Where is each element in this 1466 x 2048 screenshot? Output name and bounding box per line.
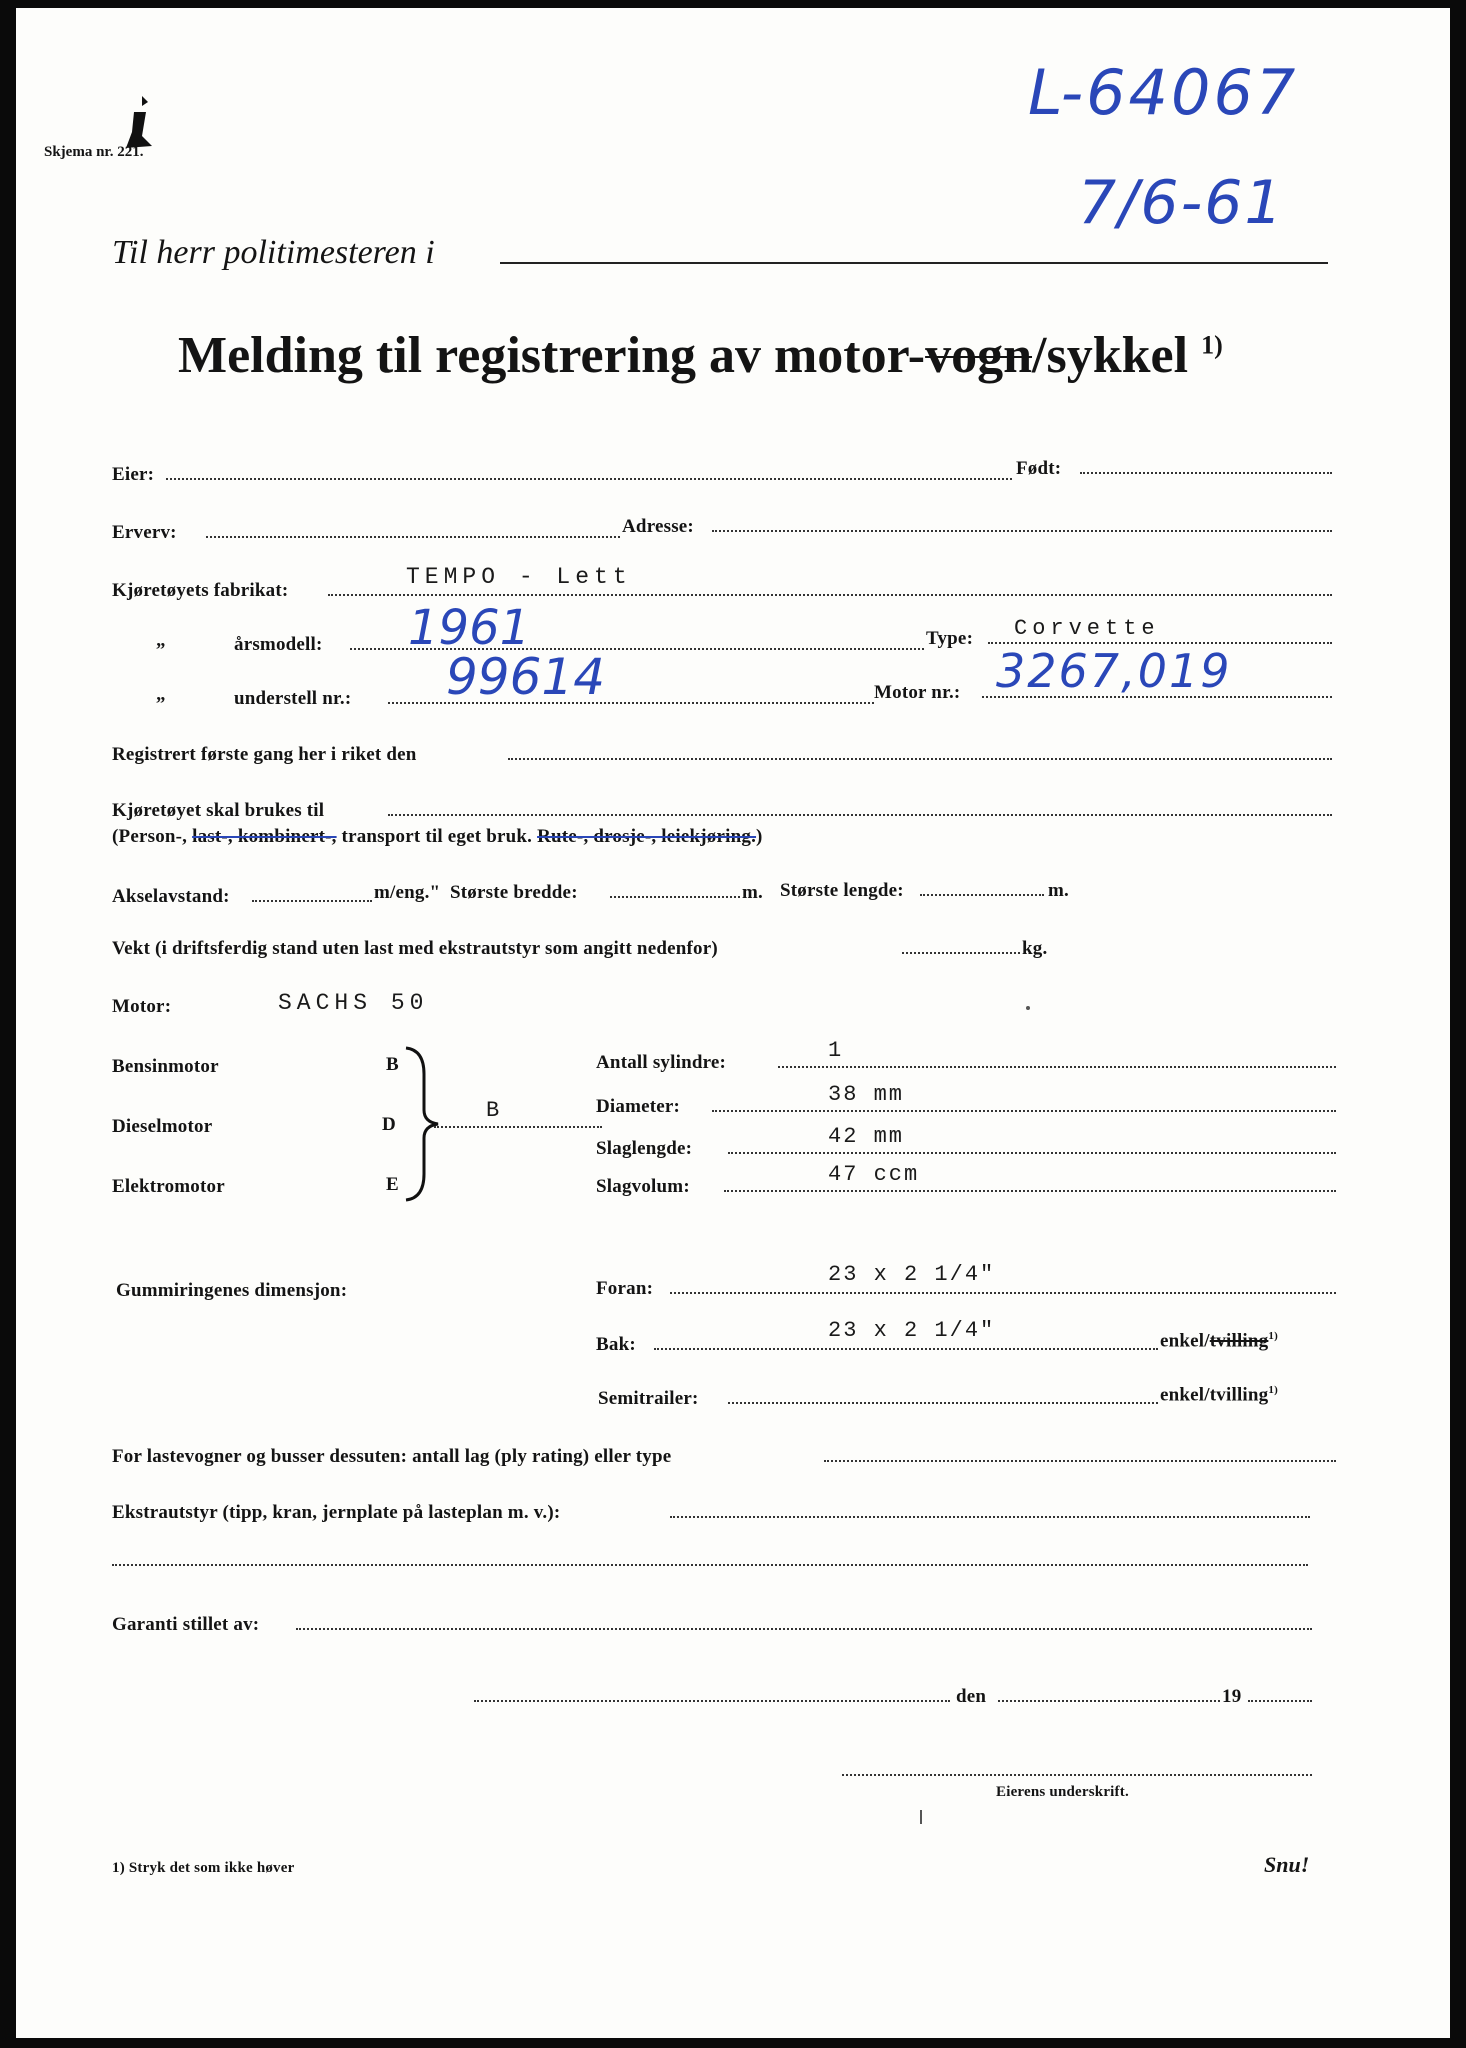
make-field[interactable] <box>328 594 1332 596</box>
wheelbase-field[interactable] <box>252 900 372 902</box>
diesel-label: Dieselmotor <box>112 1116 213 1137</box>
model-year-label: årsmodell: <box>234 634 323 655</box>
stroke-label: Slaglengde: <box>596 1138 693 1159</box>
rear-footnote: 1) <box>1268 1330 1278 1342</box>
wheelbase-unit: m/eng." <box>374 882 441 903</box>
max-width-label: Største bredde: <box>450 882 578 903</box>
ply-label: For lastevogner og busser dessuten: antall lag (ply rating) eller type <box>112 1446 672 1467</box>
form-number: Skjema nr. 221. <box>44 144 144 160</box>
bracket-icon <box>402 1044 442 1204</box>
max-length-field[interactable] <box>920 894 1044 896</box>
rear-twin-struck: tvilling <box>1209 1330 1269 1352</box>
extras-label: Ekstrautstyr (tipp, kran, jernplate på lasteplan m. v.): <box>112 1502 561 1523</box>
title-struck: vogn <box>925 327 1033 384</box>
semitrailer-field[interactable] <box>728 1402 1158 1404</box>
front-value: 23 x 2 1/4" <box>828 1262 996 1287</box>
ply-field[interactable] <box>824 1460 1336 1462</box>
occupation-label: Erverv: <box>112 522 177 543</box>
displacement-value: 47 ccm <box>828 1162 920 1187</box>
owner-field[interactable] <box>166 478 1012 480</box>
usage-struck-1: last-, kombinert-, <box>192 826 337 847</box>
electric-label: Elektromotor <box>112 1176 225 1197</box>
max-length-unit: m. <box>1048 880 1069 901</box>
turn-over: Snu! <box>1264 1852 1310 1877</box>
date-den-label: den <box>956 1686 987 1707</box>
rear-label: Bak: <box>596 1334 636 1355</box>
semitrailer-footnote: 1) <box>1268 1384 1278 1396</box>
diameter-field[interactable] <box>712 1110 1336 1112</box>
semitrailer-single-twin <box>1160 1384 1278 1406</box>
diameter-value: 38 mm <box>828 1082 905 1107</box>
usage-struck-2: Rute-, drosje-, leiekjøring. <box>537 826 757 847</box>
rear-single-twin <box>1160 1330 1278 1352</box>
displacement-field[interactable] <box>724 1190 1336 1192</box>
motor-label: Motor: <box>112 996 172 1017</box>
place-field[interactable] <box>474 1700 950 1702</box>
address-field[interactable] <box>712 530 1332 532</box>
displacement-label: Slagvolum: <box>596 1176 690 1197</box>
chassis-no-label: understell nr.: <box>234 688 352 709</box>
motor-no-value: 3267,019 <box>996 644 1232 698</box>
born-label: Født: <box>1016 458 1062 479</box>
usage-options <box>112 826 763 848</box>
petrol-code: B <box>386 1054 399 1075</box>
tyres-label: Gummiringenes dimensjon: <box>116 1280 348 1301</box>
first-registered-label: Registrert første gang her i riket den <box>112 744 417 765</box>
weight-unit: kg. <box>1022 938 1048 959</box>
usage-mid: transport til eget bruk. <box>336 826 538 847</box>
front-label: Foran: <box>596 1278 654 1299</box>
front-field[interactable] <box>670 1292 1336 1294</box>
rear-value: 23 x 2 1/4" <box>828 1318 996 1343</box>
usage-field[interactable] <box>388 814 1332 816</box>
year-field[interactable] <box>1248 1700 1312 1702</box>
ditto-mark-2: „ <box>156 684 166 705</box>
title-prefix: Melding til registrering av motor- <box>178 327 926 384</box>
first-registered-field[interactable] <box>508 758 1332 760</box>
max-width-field[interactable] <box>610 896 740 898</box>
signature-field[interactable] <box>842 1774 1312 1776</box>
motor-no-label: Motor nr.: <box>874 682 961 703</box>
cylinders-field[interactable] <box>778 1066 1336 1068</box>
make-value: TEMPO - Lett <box>406 564 632 590</box>
guarantee-label: Garanti stillet av: <box>112 1614 260 1635</box>
addressee-line[interactable] <box>500 262 1328 264</box>
usage-close: ) <box>756 826 763 847</box>
footnote: 1) Stryk det som ikke høver <box>112 1860 295 1876</box>
stroke-field[interactable] <box>728 1152 1336 1154</box>
motor-type-field[interactable] <box>434 1126 602 1128</box>
max-width-unit: m. <box>742 882 763 903</box>
handwritten-reference: L-64067 <box>1028 56 1299 129</box>
born-field[interactable] <box>1080 472 1332 474</box>
ditto-mark-1: „ <box>156 630 166 651</box>
title-footnote: 1) <box>1201 330 1223 360</box>
guarantee-field[interactable] <box>296 1628 1312 1630</box>
diesel-code: D <box>382 1114 396 1135</box>
form-sheet <box>16 8 1450 2038</box>
extras-field-2[interactable] <box>112 1564 1308 1566</box>
stray-mark <box>920 1810 922 1824</box>
rear-field[interactable] <box>654 1348 1158 1350</box>
stroke-value: 42 mm <box>828 1124 905 1149</box>
semitrailer-options: enkel/tvilling <box>1160 1384 1269 1406</box>
make-label: Kjøretøyets fabrikat: <box>112 580 289 601</box>
owner-label: Eier: <box>112 464 155 485</box>
diameter-label: Diameter: <box>596 1096 681 1117</box>
chassis-no-value: 99614 <box>446 648 606 706</box>
addressee-label: Til herr politimesteren i <box>112 234 435 271</box>
form-title <box>178 326 1223 385</box>
wheelbase-label: Akselavstand: <box>112 886 230 907</box>
date-field[interactable] <box>998 1700 1220 1702</box>
type-value: Corvette <box>1014 616 1160 641</box>
handwritten-date: 7/6-61 <box>1078 168 1285 238</box>
electric-code: E <box>386 1174 399 1195</box>
extras-field-1[interactable] <box>670 1516 1310 1518</box>
stray-dot <box>1026 1006 1030 1010</box>
date-year-label: 19 <box>1222 1686 1242 1707</box>
motor-value: SACHS 50 <box>278 990 429 1016</box>
semitrailer-label: Semitrailer: <box>598 1388 699 1409</box>
title-suffix: /sykkel <box>1032 327 1189 384</box>
signature-label: Eierens underskrift. <box>996 1784 1129 1800</box>
max-length-label: Største lengde: <box>780 880 904 901</box>
type-label: Type: <box>926 628 974 649</box>
petrol-label: Bensinmotor <box>112 1056 219 1077</box>
model-year-value: 1961 <box>408 600 531 656</box>
usage-open: (Person-, <box>112 826 193 847</box>
rear-single: enkel/ <box>1160 1330 1210 1352</box>
cylinders-value: 1 <box>828 1038 844 1063</box>
cylinders-label: Antall sylindre: <box>596 1052 727 1073</box>
motor-type-value: B <box>486 1098 505 1123</box>
occupation-field[interactable] <box>206 536 620 538</box>
address-label: Adresse: <box>622 516 694 537</box>
weight-field[interactable] <box>902 952 1020 954</box>
usage-label: Kjøretøyet skal brukes til <box>112 800 325 821</box>
weight-label: Vekt (i driftsferdig stand uten last med ekstrautstyr som angitt nedenfor) <box>112 938 718 959</box>
